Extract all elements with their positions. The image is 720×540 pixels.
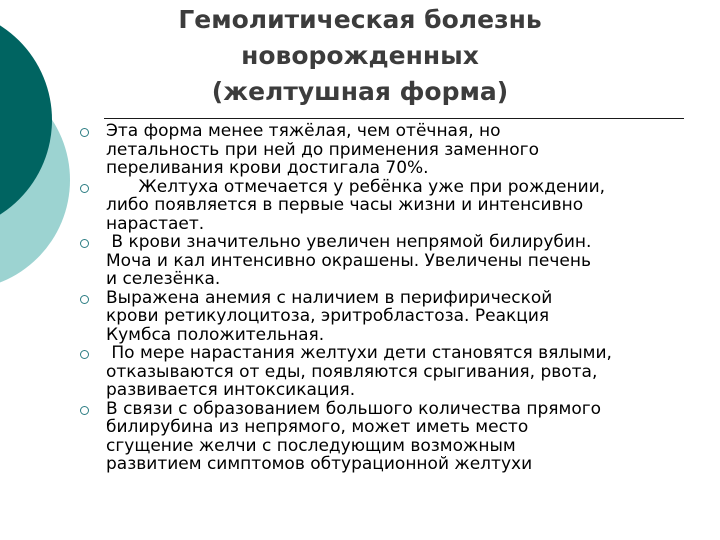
bullet-item-6 xyxy=(80,400,716,474)
bullet-4-line-1: Выражена анемия с наличием в перифирической xyxy=(106,287,553,308)
bullet-list xyxy=(80,122,716,474)
bullet-item-5 xyxy=(80,344,716,400)
bullet-1-line-2: летальность при ней до применения заменного xyxy=(106,139,539,160)
bullet-6-line-4: развитием симптомов обтурационной желтухи xyxy=(106,454,533,474)
bullet-6-line-3: сгущение желчи с последующим возможным xyxy=(106,435,516,456)
bullet-5-line-3: развивается интоксикация. xyxy=(106,380,356,400)
bullet-6-line-2: билирубина из непрямого, может иметь место xyxy=(106,417,529,437)
bullet-5-line-2: отказываются от еды, появляются срыгивания, рвота, xyxy=(106,361,598,382)
bullet-4-line-3: Кумбса положительная. xyxy=(106,324,325,345)
bullet-3-line-2: Моча и кал интенсивно окрашены. Увеличены печень xyxy=(106,250,591,271)
hollow-circle-bullet-icon xyxy=(80,295,89,304)
bullet-3-line-3: и селезёнка. xyxy=(106,269,221,289)
slide-title-line-2: новорожденных xyxy=(241,41,479,70)
bullet-3-line-1: В крови значительно увеличен непрямой билирубин. xyxy=(106,232,592,252)
title-divider xyxy=(104,118,684,119)
bullet-2-line-3: нарастает. xyxy=(106,213,205,234)
hollow-circle-bullet-icon xyxy=(80,184,89,193)
bullet-4-line-2: крови ретикулоцитоза, эритробластоза. Реакция xyxy=(106,306,550,326)
hollow-circle-bullet-icon xyxy=(80,239,89,248)
hollow-circle-bullet-icon xyxy=(80,128,89,137)
bullet-2-line-2: либо появляется в первые часы жизни и интенсивно xyxy=(106,195,584,215)
bullet-6-line-1: В связи с образованием большого количества прямого xyxy=(106,398,602,419)
bullet-item-2 xyxy=(80,178,716,234)
bullet-item-3 xyxy=(80,233,716,289)
bullet-1-line-1: Эта форма менее тяжёлая, чем отёчная, но xyxy=(106,121,501,141)
slide-title xyxy=(100,2,620,110)
slide-title-line-1: Гемолитическая болезнь xyxy=(178,5,542,34)
hollow-circle-bullet-icon xyxy=(80,406,89,415)
bullet-2-line-1: Желтуха отмечается у ребёнка уже при рождении, xyxy=(106,176,606,197)
bullet-item-1 xyxy=(80,122,716,178)
bullet-item-4 xyxy=(80,289,716,345)
bullet-1-line-3: переливания крови достигала 70%. xyxy=(106,158,429,178)
slide-title-line-3: (желтушная форма) xyxy=(211,77,509,106)
bullet-5-line-1: По мере нарастания желтухи дети становятся вялыми, xyxy=(106,343,612,363)
hollow-circle-bullet-icon xyxy=(80,350,89,359)
